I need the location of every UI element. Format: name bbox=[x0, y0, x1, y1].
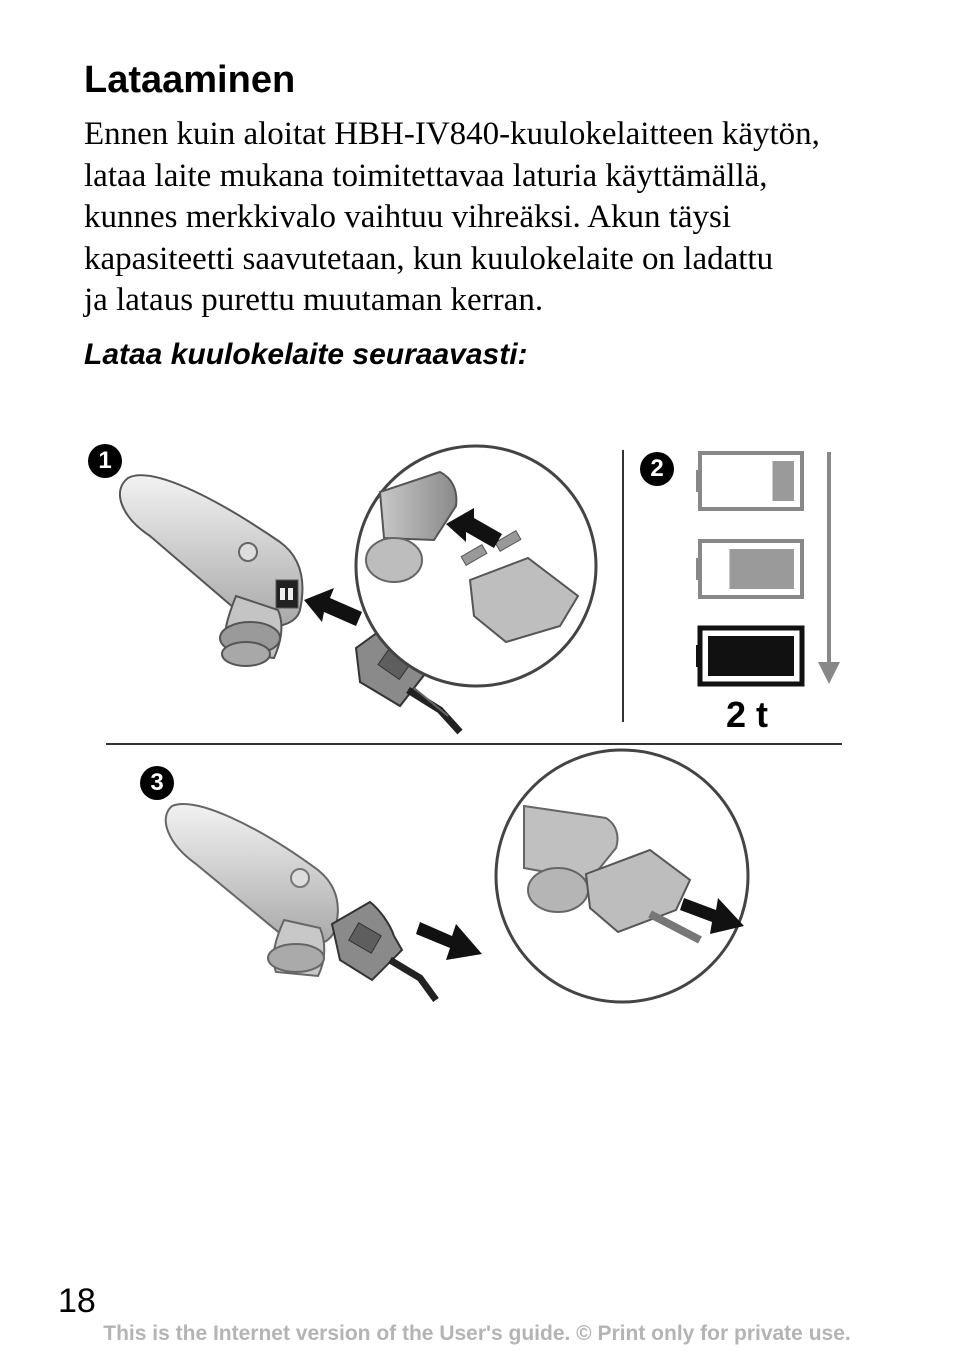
footer-notice: This is the Internet version of the User's guide. © Print only for private use. bbox=[103, 1322, 851, 1345]
battery-icon-medium bbox=[696, 541, 802, 597]
zoom-circle-step3 bbox=[496, 750, 748, 1002]
charging-illustration bbox=[0, 420, 954, 1040]
remove-arrow-step3 bbox=[416, 922, 482, 960]
paragraph-line: ja lataus purettu muutaman kerran. bbox=[84, 282, 544, 318]
paragraph-line: lataa laite mukana toimitettavaa laturia käyttämällä, bbox=[84, 157, 768, 194]
paragraph-line: Ennen kuin aloitat HBH-IV840-kuulokelaitteen käytön, bbox=[84, 116, 820, 152]
charging-steps-drawing bbox=[0, 420, 954, 1040]
zoom-circle-step1 bbox=[356, 446, 596, 686]
battery-icon-low bbox=[696, 453, 802, 509]
step-number-badge: 3 bbox=[140, 766, 174, 800]
charging-progress-arrow bbox=[818, 452, 840, 684]
step-number-badge: 2 bbox=[640, 452, 674, 486]
paragraph-line: kunnes merkkivalo vaihtuu vihreäksi. Akun täysi bbox=[84, 199, 732, 235]
paragraph-line: kapasiteetti saavutetaan, kun kuulokelaite on ladattu bbox=[84, 240, 774, 277]
step-number-badge: 1 bbox=[88, 444, 122, 478]
battery-indicators bbox=[696, 453, 802, 684]
page-number: 18 bbox=[58, 1282, 96, 1320]
charger-plug-step3 bbox=[332, 902, 436, 1000]
intro-paragraph bbox=[84, 114, 914, 322]
charge-time-label: 2 t bbox=[726, 694, 769, 735]
instruction-subheading: Lataa kuulokelaite seuraavasti: bbox=[84, 338, 528, 371]
page-title: Lataaminen bbox=[84, 59, 296, 101]
insert-arrow-step1 bbox=[304, 588, 362, 626]
headset-step3 bbox=[166, 804, 338, 976]
headset-step1 bbox=[120, 475, 303, 666]
battery-icon-full bbox=[696, 628, 802, 684]
